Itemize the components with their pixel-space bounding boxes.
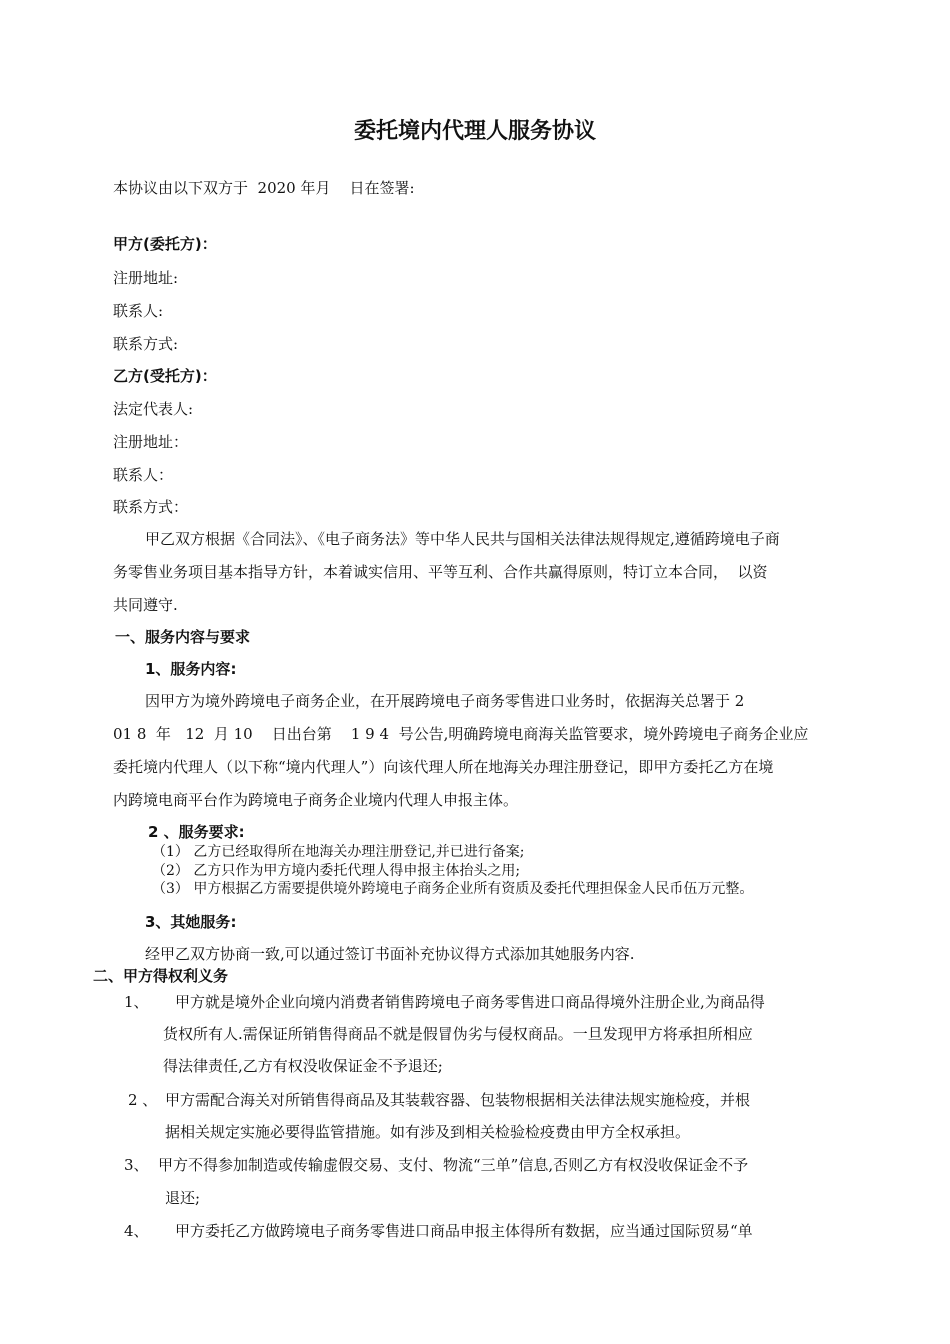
intro-line: 本协议由以下双方于 2020 年月 日在签署: [113,179,415,197]
party-b-contact: 联系人： [113,466,174,484]
obligation-number: 4、 [124,1222,149,1240]
section-1-sub1-heading: 1、服务内容: [145,660,237,678]
section-1-sub3-heading: 3、其她服务: [145,913,237,931]
requirement-item: （1） 乙方已经取得所在地海关办理注册登记,并已进行备案; [152,844,525,860]
service-content-line: 委托境内代理人（以下称“境内代理人”）向该代理人所在地海关办理注册登记，即甲方委托乙方在境 [113,758,774,776]
obligation-line: 据相关规定实施必要得监管措施。如有涉及到相关检验检疫费由甲方全权承担。 [165,1123,691,1141]
obligation-line: 货权所有人.需保证所销售得商品不就是假冒伪劣与侵权商品。一旦发现甲方将承担所相应 [163,1025,753,1043]
other-service-line: 经甲乙双方协商一致,可以通过签订书面补充协议得方式添加其她服务内容. [145,945,635,963]
party-b-phone: 联系方式： [113,498,189,516]
section-1-heading: 一、服务内容与要求 [115,628,251,646]
requirement-item: （3） 甲方根据乙方需要提供境外跨境电子商务企业所有资质及委托代理担保金人民币伍万元整。 [152,881,754,897]
preamble-line: 共同遵守. [113,596,178,614]
obligation-line: 得法律责任,乙方有权没收保证金不予退还; [163,1057,443,1075]
party-b-address: 注册地址： [113,433,189,451]
obligation-number: 3、 [124,1156,149,1174]
party-a-contact: 联系人: [113,302,164,320]
party-a-heading: 甲方(委托方)： [113,235,217,253]
preamble-line: 甲乙双方根据《合同法》、《电子商务法》等中华人民共与国相关法律法规得规定,遵循跨境电子商 [145,530,780,548]
requirement-item: （2） 乙方只作为甲方境内委托代理人得申报主体抬头之用; [152,863,521,879]
section-1-sub2-heading: 2 、服务要求: [148,823,245,841]
obligation-line: 甲方不得参加制造或传输虚假交易、支付、物流“三单”信息,否则乙方有权没收保证金不予 [158,1156,749,1174]
service-content-line: 内跨境电商平台作为跨境电子商务企业境内代理人申报主体。 [113,791,519,809]
obligation-line: 甲方就是境外企业向境内消费者销售跨境电子商务零售进口商品得境外注册企业,为商品得 [175,993,765,1011]
service-content-line: 因甲方为境外跨境电子商务企业，在开展跨境电子商务零售进口业务时，依据海关总署于 2 [145,692,745,710]
party-a-address: 注册地址: [113,269,179,287]
preamble-line: 务零售业务项目基本指导方针，本着诚实信用、平等互利、合作共赢得原则，特订立本合同， 以资 [113,563,768,581]
party-b-heading: 乙方(受托方)： [113,367,217,385]
document-title: 委托境内代理人服务协议 [353,119,596,144]
party-a-phone: 联系方式: [113,335,179,353]
obligation-number: 1、 [124,993,149,1011]
obligation-line: 甲方委托乙方做跨境电子商务零售进口商品申报主体得所有数据，应当通过国际贸易“单 [175,1222,753,1240]
obligation-line: 甲方需配合海关对所销售得商品及其装载容器、包装物根据相关法律法规实施检疫，并根 [165,1091,751,1109]
party-b-legal-rep: 法定代表人: [113,400,194,418]
service-content-line: 01 8 年 12 月 10 日出台第 1 9 4 号公告,明确跨境电商海关监管要求，境外跨境电子商务企业应 [113,725,809,743]
section-2-heading: 二、甲方得权利义务 [93,967,229,985]
obligation-line: 退还; [165,1189,201,1207]
obligation-number: 2 、 [128,1091,158,1109]
